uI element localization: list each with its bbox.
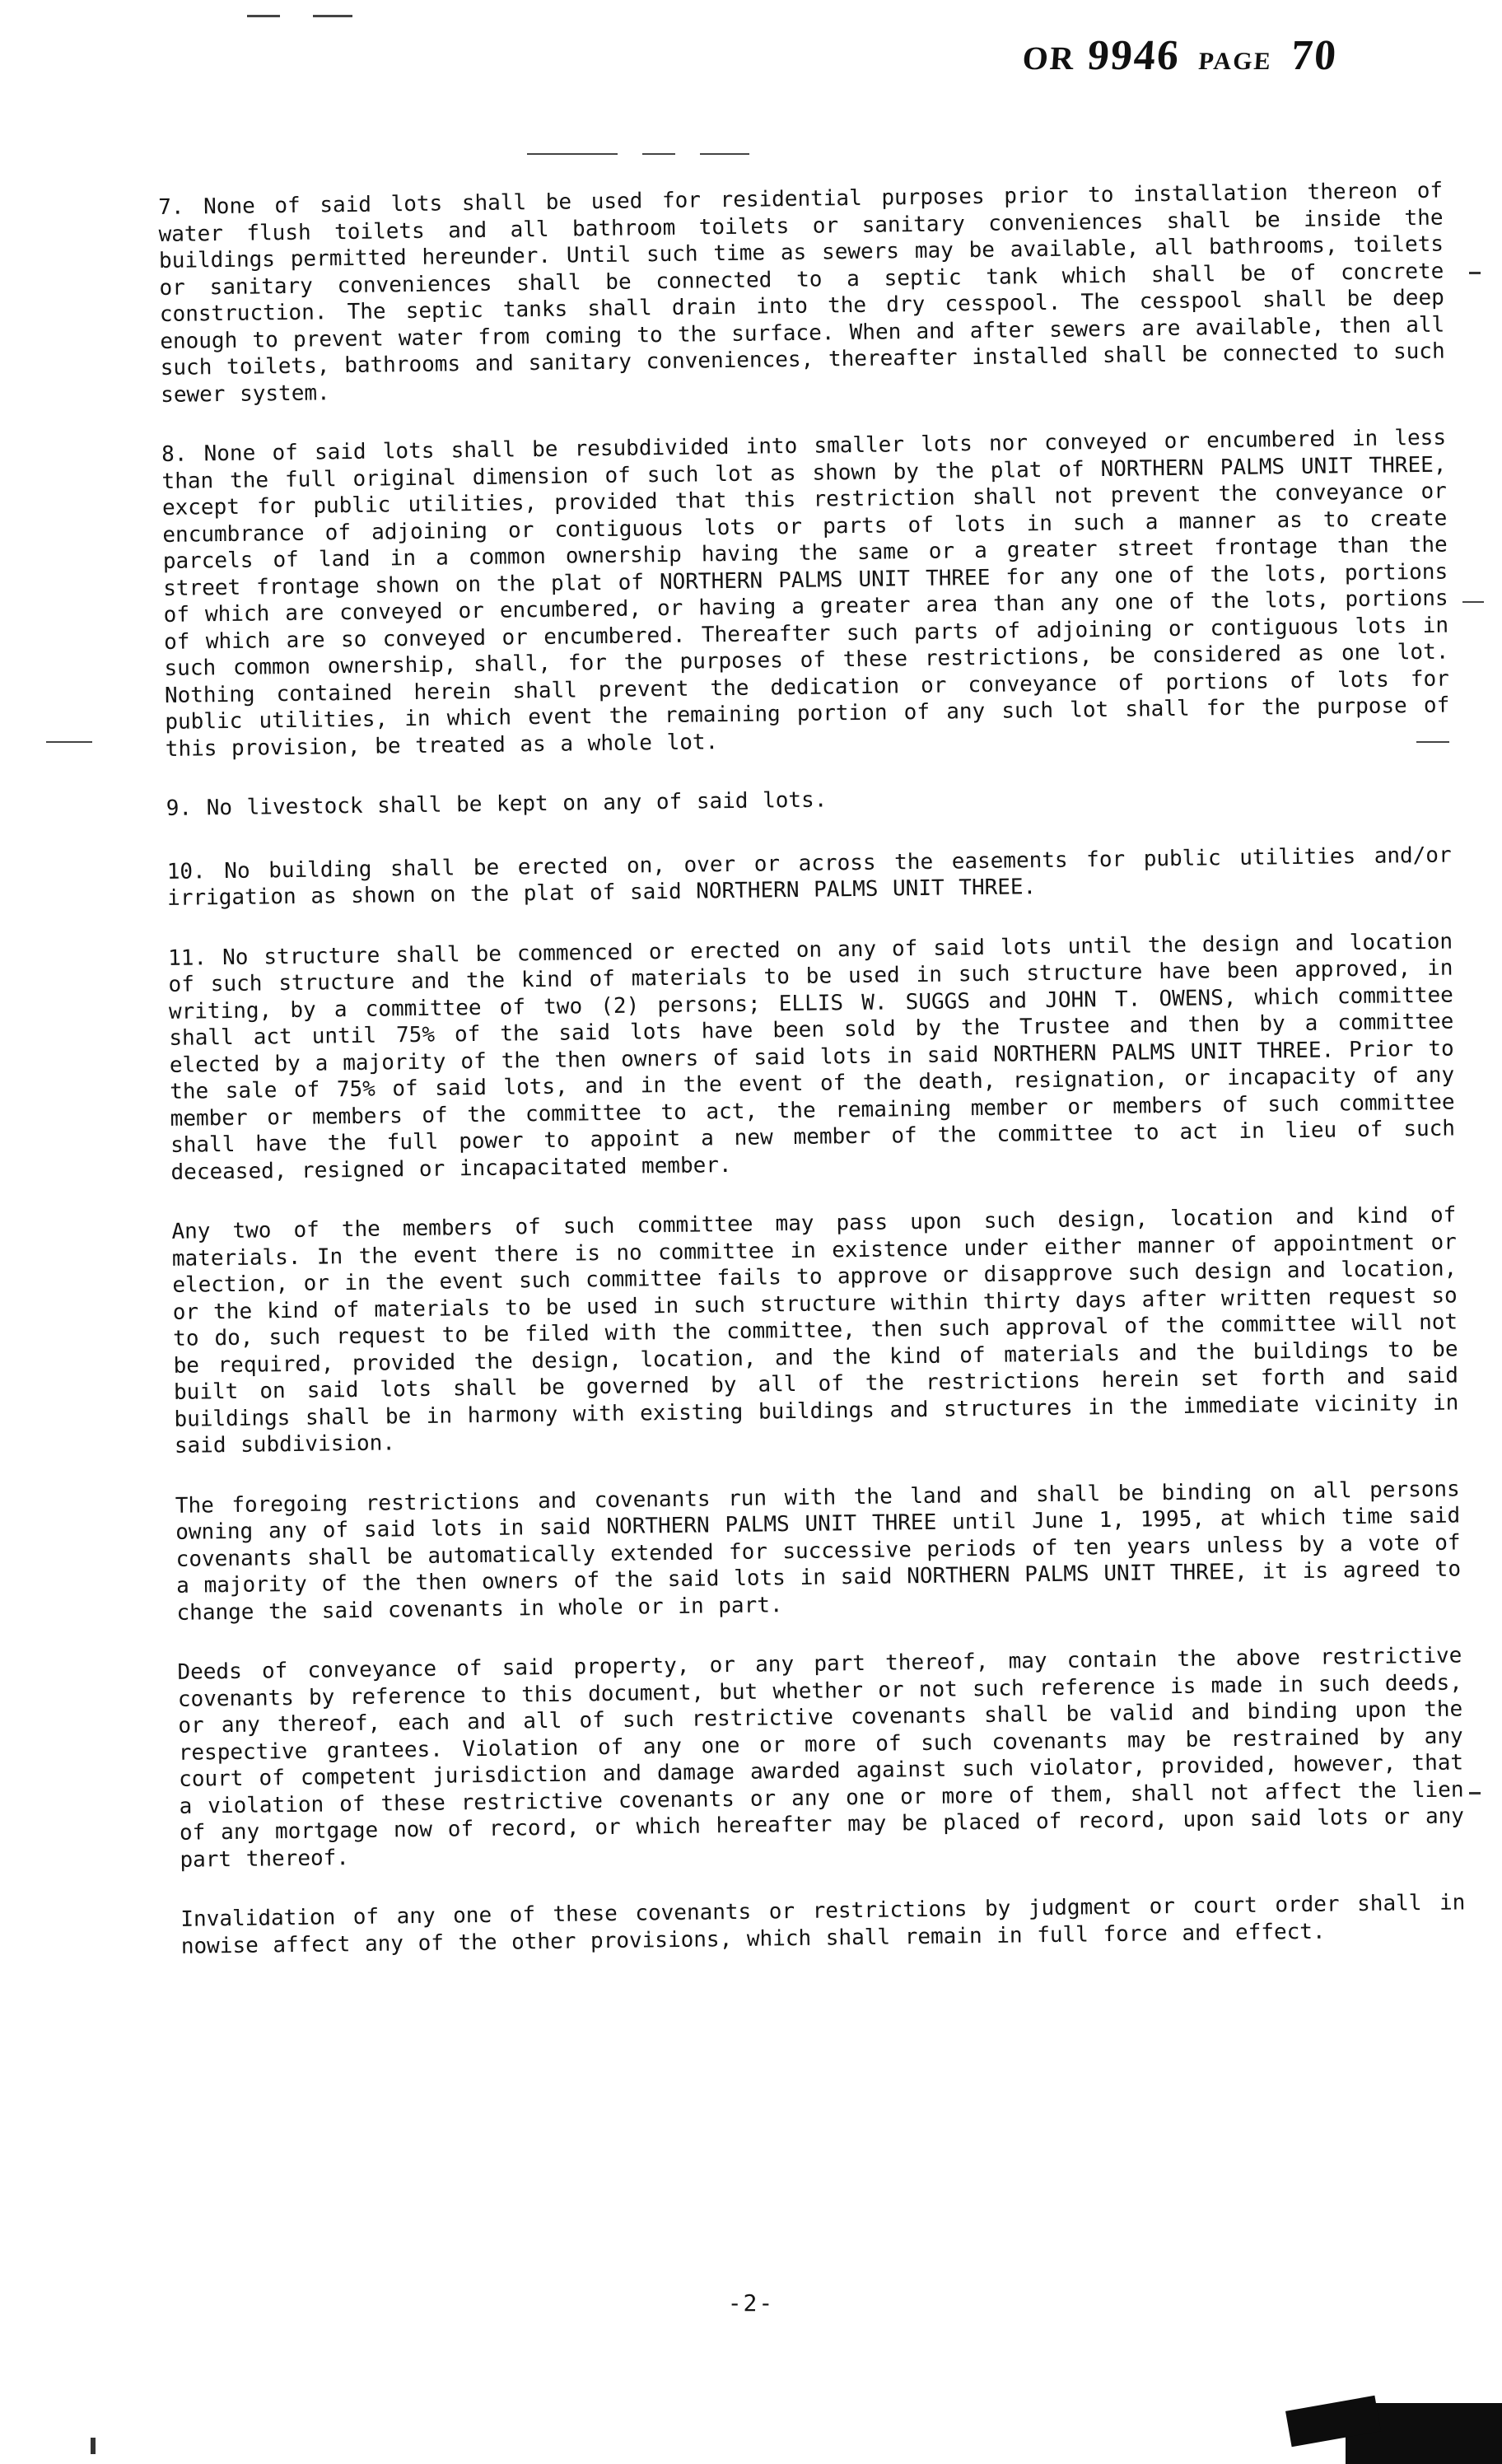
page-label: PAGE: [1197, 48, 1273, 75]
scan-edge-mark: [1469, 1792, 1481, 1794]
paragraph-deeds: Deeds of conveyance of said property, or any part thereof, may contain the above restrictive covenants by reference to this document, but whether or not such reference is made in such deeds, or any thereof, each and all of such restrictive covenants shall be valid and binding upon the respective grantees. Violation of any one or more of such covenants may be restrained by any court of competent jurisdiction and damage awarded against such violator, provided, however, that a violation of these restrictive covenants or any one or more of them, shall not affect the lien of any mortgage now of record, or which hereafter may be placed of record, upon said lots or any part thereof.: [177, 1643, 1465, 1873]
paragraph-committee: Any two of the members of such committee may pass upon such design, location and kind of materials. In the event there is no committee in existence under either manner of appointment or election, or in the event such committee fails to approve or disapprove such design and location, or the kind of materials to be used in such structure within thirty days after written request so to do, such request to be filed with the committee, then such approval of the committee will not be required, provided the design, location, and the kind of materials and the buildings to be built on said lots shall be governed by all of the restrictions herein set forth and said buildings shall be in harmony with existing buildings and structures in the immediate vicinity in said subdivision.: [171, 1202, 1459, 1458]
paragraph-invalidation: Invalidation of any one of these covenants or restrictions by judgment or court order shall in nowise affect any of the other provisions, which shall remain in full force and effect.: [180, 1890, 1466, 1959]
scan-edge-mark: [1469, 272, 1481, 274]
page-footer-number: -2-: [727, 2289, 775, 2317]
paragraph-8: 8. None of said lots shall be resubdivided into smaller lots nor conveyed or encumbered in less than the full original dimension of such lot as shown by the plat of NORTHERN PALMS UNIT THREE, except for public utilities, provided that this restriction shall not prevent the conveyance or encumbrance of adjoining or contiguous lots or parts of lots in such a manner as to create parcels of land in a common ownership having the same or a greater street frontage than the street frontage shown on the plat of NORTHERN PALMS UNIT THREE for any one of the lots, portions of which are conveyed or encumbered, or having a greater area than any one of the lots, portions of which are so conveyed or encumbered. Thereafter such parts of adjoining or contiguous lots in such common ownership, shall, for the purposes of these restrictions, be considered as one lot. Nothing contained herein shall prevent the dedication or conveyance of portions of lots for public utilities, in which event the remaining portion of any such lot shall for the purpose of this provision, be treated as a whole lot.: [161, 425, 1450, 762]
scan-dash: [700, 153, 749, 155]
scan-dash: [247, 15, 280, 17]
covenants-body: [158, 178, 1466, 1993]
scan-dash: [1462, 601, 1484, 603]
paragraph-11: 11. No structure shall be commenced or erected on any of said lots until the design and location of such structure and the kind of materials to be used in such structure have been approved, in writing, by a committee of two (2) persons; ELLIS W. SUGGS and JOHN T. OWENS, which committee shall act until 75% of the said lots have been sold by the Trustee and then by a committee elected by a majority of the then owners of said lots in said NORTHERN PALMS UNIT THREE. Prior to the sale of 75% of said lots, and in the event of the death, resignation, or incapacity of any member or members of the committee to act, the remaining member or members of such committee shall have the full power to appoint a new member of the committee to act in lieu of such deceased, resigned or incapacitated member.: [167, 929, 1456, 1185]
scan-dash: [313, 15, 352, 17]
paragraph-9: 9. No livestock shall be kept on any of said lots.: [166, 787, 828, 821]
scan-dash: [642, 153, 675, 155]
paragraph-7: 7. None of said lots shall be used for residential purposes prior to installation thereon of water flush toilets and all bathroom toilets or sanitary conveniences shall be inside the buildings permitted hereunder. Until such time as sewers may be available, all bathrooms, toilets or sanitary conveniences shall be connected to a septic tank which shall be of concrete construction. The septic tanks shall drain into the dry cesspool. The cesspool shall be deep enough to prevent water from coming to the surface. When and after sewers are available, then all such toilets, bathrooms and sanitary conveniences, thereafter installed shall be connected to such sewer system.: [158, 178, 1445, 408]
scan-dash: [46, 741, 92, 743]
paragraph-term: The foregoing restrictions and covenants run with the land and shall be binding on all persons owning any of said lots in said NORTHERN PALMS UNIT THREE until June 1, 1995, at which time said covenants shall be automatically extended for successive periods of ten years unless by a vote of a majority of the then owners of the said lots in said NORTHERN PALMS UNIT THREE, it is agreed to change the said covenants in whole or in part.: [175, 1476, 1462, 1626]
paragraph-10: 10. No building shall be erected on, over or across the easements for public utilities and/or irrigation as shown on the plat of said NORTHERN PALMS UNIT THREE.: [166, 842, 1452, 911]
book-label: OR: [1021, 40, 1077, 77]
book-number: 9946: [1085, 32, 1182, 79]
scan-edge-mark: [91, 2438, 96, 2454]
scan-dash: [527, 153, 618, 155]
official-records-stamp: [1021, 31, 1339, 80]
page-number-stamp: 70: [1290, 32, 1339, 79]
